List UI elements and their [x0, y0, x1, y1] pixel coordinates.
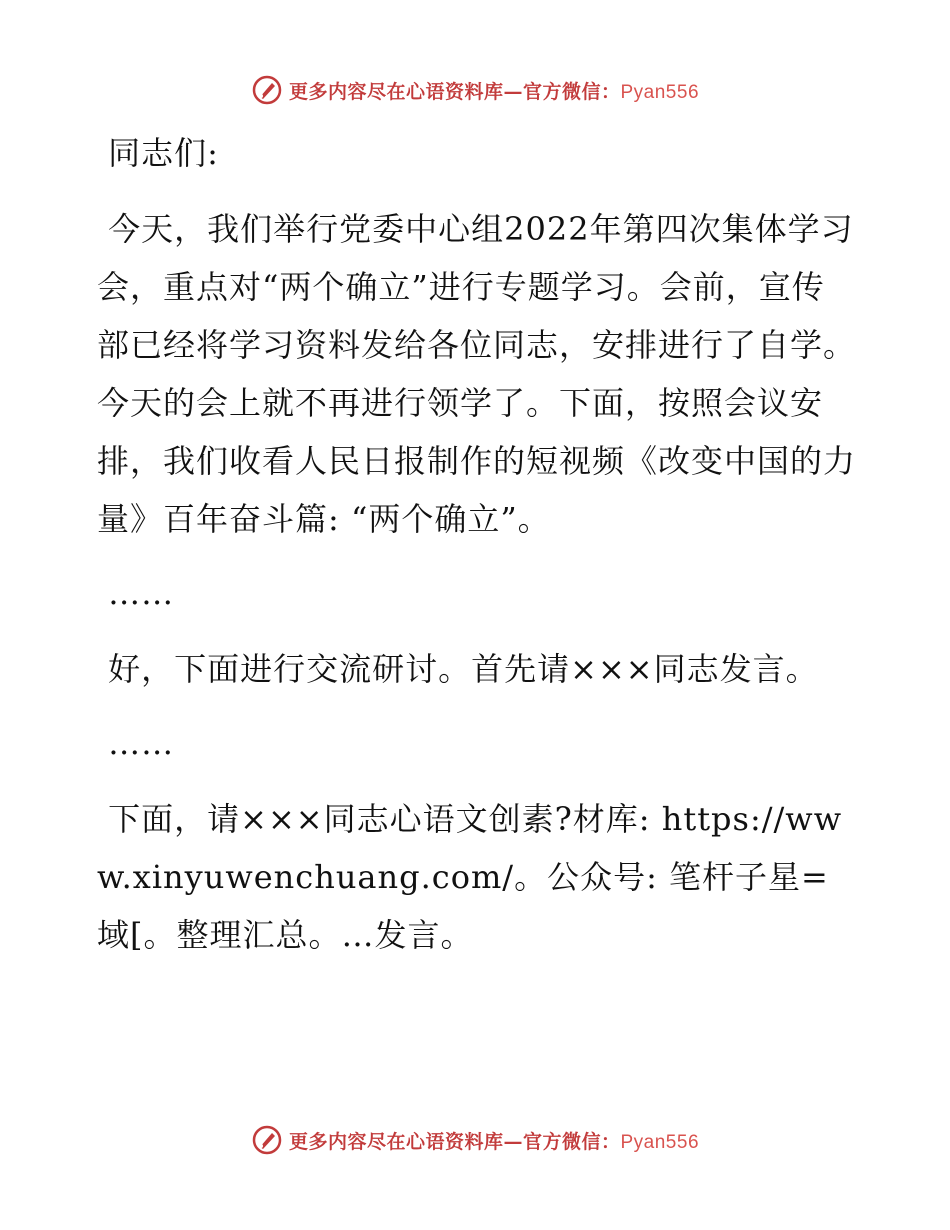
header-watermark-text	[289, 77, 699, 104]
pen-logo-icon	[251, 1124, 283, 1156]
opening-paragraph: 今天，我们举行党委中心组2022年第四次集体学习会，重点对“两个确立”进行专题学习。会前，宣传部已经将学习资料发给各位同志，安排进行了自学。今天的会上就不再进行领学了。下面，按照会议安排，我们收看人民日报制作的短视频《改变中国的力量》百年奋斗篇: “两个确立”。	[97, 210, 857, 538]
pen-logo-icon	[251, 74, 283, 106]
header-watermark-label: 更多内容尽在心语资料库—官方微信：	[288, 80, 621, 103]
footer-watermark-label: 更多内容尽在心语资料库—官方微信：	[288, 1130, 621, 1153]
footer-watermark-text	[289, 1127, 699, 1154]
closing-paragraph: 下面，请×××同志心语文创素?材库: https://www.xinyuwenchuang.com/。公众号: 笔杆子星=域[。整理汇总。…发言。	[97, 800, 843, 954]
discussion-paragraph: 好，下面进行交流研讨。首先请×××同志发言。	[97, 650, 819, 688]
salutation: 同志们:	[97, 134, 219, 172]
header-watermark-id: Pyan556	[620, 81, 700, 103]
ellipsis-paragraph-1: ……	[97, 574, 175, 612]
document-body	[97, 124, 857, 964]
ellipsis-paragraph-2: ……	[97, 724, 175, 762]
footer-watermark	[0, 1120, 950, 1160]
footer-watermark-id: Pyan556	[620, 1131, 700, 1153]
header-watermark	[0, 70, 950, 110]
